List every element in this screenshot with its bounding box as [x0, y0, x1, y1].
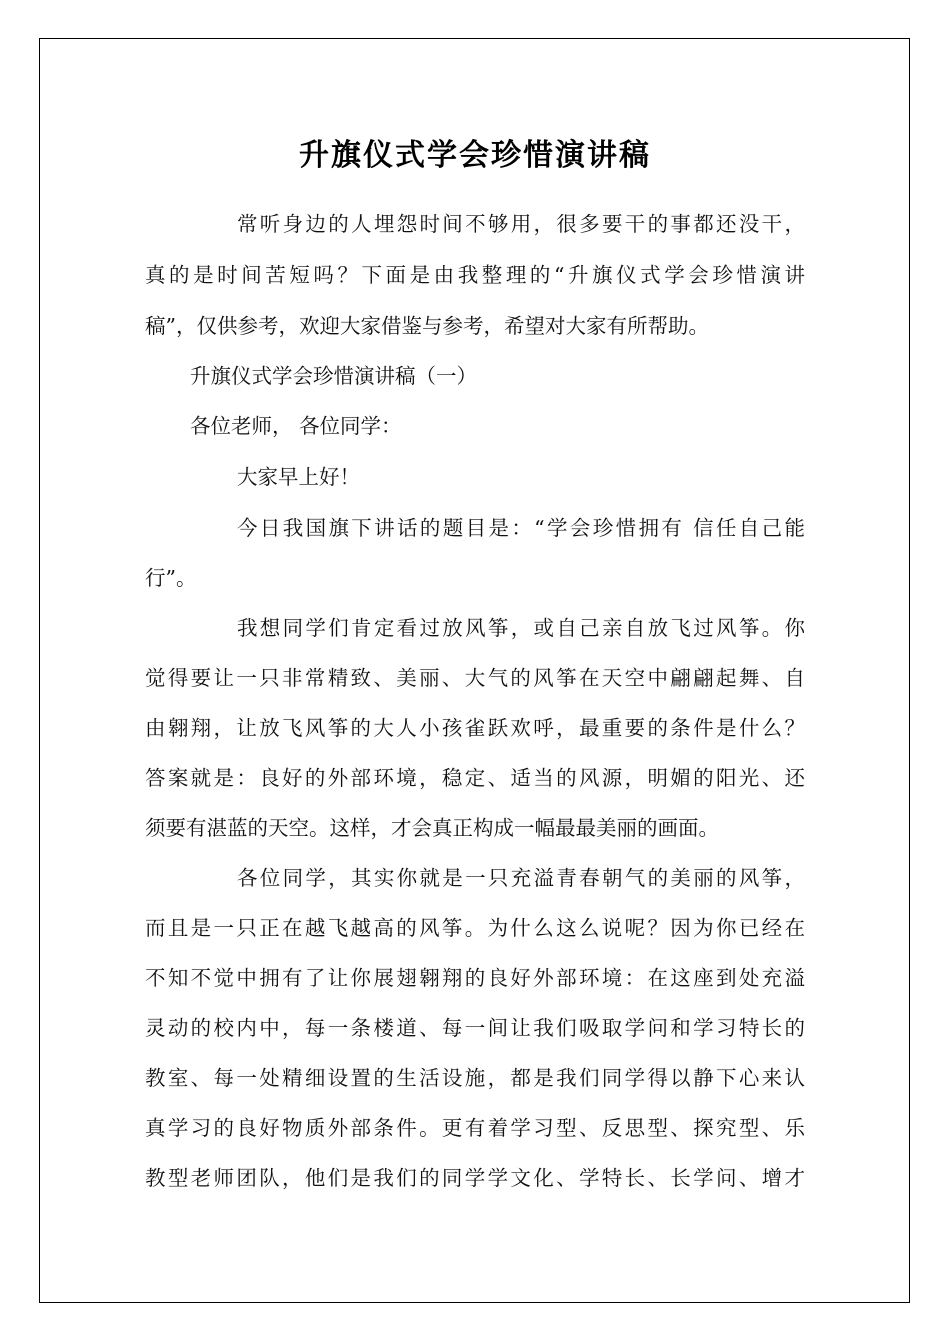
paragraph-line: 稿”，仅供参考，欢迎大家借鉴与参考，希望对大家有所帮助。 — [145, 314, 709, 338]
paragraph-line: 觉得要让一只非常精致、美丽、大气的风筝在天空中翩翩起舞、自 — [145, 666, 805, 690]
paragraph-line: 行”。 — [145, 566, 197, 590]
paragraph-line: 由翱翔，让放飞风筝的大人小孩雀跃欢呼，最重要的条件是什么？ — [145, 716, 805, 740]
document-title: 升旗仪式学会珍惜演讲稿 — [299, 138, 651, 173]
salutation: 各位老师， 各位同学： — [190, 414, 402, 438]
paragraph-line: 我想同学们肯定看过放风筝，或自己亲自放飞过风筝。你 — [237, 616, 805, 640]
paragraph-line: 答案就是：良好的外部环境，稳定、适当的风源，明媚的阳光、还 — [145, 766, 805, 790]
paragraph-line: 常听身边的人埋怨时间不够用，很多要干的事都还没干， — [237, 212, 805, 236]
section-heading: 升旗仪式学会珍惜演讲稿（一） — [190, 364, 477, 388]
paragraph-line: 今日我国旗下讲话的题目是：“学会珍惜拥有 信任自己能 — [237, 516, 805, 540]
paragraph-line: 教室、每一处精细设置的生活设施，都是我们同学得以静下心来认 — [145, 1066, 805, 1090]
greeting: 大家早上好！ — [237, 465, 360, 489]
paragraph-line: 真学习的良好物质外部条件。更有着学习型、反思型、探究型、乐 — [145, 1116, 805, 1140]
paragraph-line: 各位同学，其实你就是一只充溢青春朝气的美丽的风筝， — [237, 866, 805, 890]
paragraph-line: 真的是时间苦短吗？下面是由我整理的“升旗仪式学会珍惜演讲 — [145, 263, 805, 287]
paragraph-line: 而且是一只正在越飞越高的风筝。为什么这么说呢？因为你已经在 — [145, 916, 805, 940]
paragraph-line: 灵动的校内中，每一条楼道、每一间让我们吸取学问和学习特长的 — [145, 1016, 805, 1040]
paragraph-line: 须要有湛蓝的天空。这样，才会真正构成一幅最最美丽的画面。 — [145, 816, 719, 840]
paragraph-line: 不知不觉中拥有了让你展翅翱翔的良好外部环境：在这座到处充溢 — [145, 966, 805, 990]
paragraph-line: 教型老师团队，他们是我们的同学学文化、学特长、长学问、增才 — [145, 1166, 805, 1190]
